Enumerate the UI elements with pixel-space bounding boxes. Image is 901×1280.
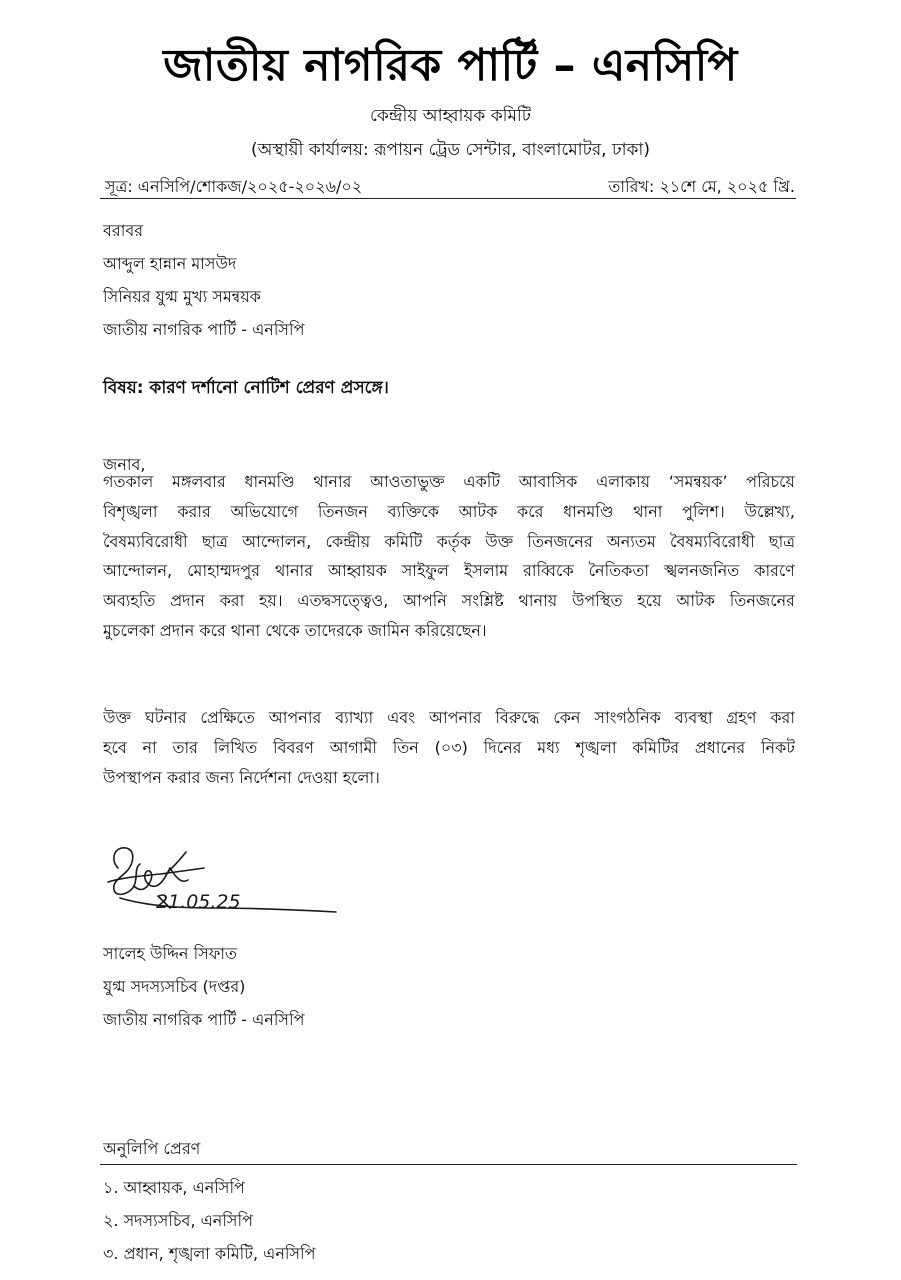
paragraph-line: হবে না তার লিখিত বিবরণ আগামী তিন (০৩) দিনের মধ্য শৃঙ্খলা কমিটির প্রধানের নিকট bbox=[103, 737, 795, 757]
copy-recipient: ১. আহ্বায়ক, এনসিপি bbox=[103, 1178, 245, 1197]
letterhead-office-address: (অস্থায়ী কার্যালয়: রূপায়ন ট্রেড সেন্টার, বাংলামোটর, ঢাকা) bbox=[251, 140, 650, 160]
body-paragraph-2 bbox=[103, 703, 795, 792]
recipient-to-label: বরাবর bbox=[103, 221, 144, 240]
recipient-name: আব্দুল হান্নান মাসউদ bbox=[103, 254, 237, 273]
paragraph-line: অব্যহতি প্রদান করা হয়। এতদ্বসত্ত্বেও, আপনি সংশ্লিষ্ট থানায় উপস্থিত হয়ে আটক তিনজনের bbox=[103, 591, 795, 611]
paragraph-line: বৈষম্যবিরোধী ছাত্র আন্দোলন, কেন্দ্রীয় কমিটি কর্তৃক উক্ত তিনজনের অন্যতম বৈষম্যবিরোধী ছাত্র bbox=[103, 531, 795, 551]
letter-date: তারিখ: ২১শে মে, ২০২৫ খ্রি. bbox=[608, 177, 795, 196]
paragraph-line: বিশৃঙ্খলা করার অভিযোগে তিনজন ব্যক্তিকে আটক করে ধানমণ্ডি থানা পুলিশ। উল্লেখ্য, bbox=[103, 501, 795, 521]
body-paragraph-1 bbox=[103, 467, 795, 646]
paragraph-line: গতকাল মঙ্গলবার ধানমণ্ডি থানার আওতাভুক্ত একটি আবাসিক এলাকায় ‘সমন্বয়ক’ পরিচয়ে bbox=[103, 472, 795, 491]
greeting: জনাব, bbox=[103, 455, 146, 474]
reference-number: সূত্র: এনসিপি/শোকজ/২০২৫-২০২৬/০২ bbox=[105, 177, 363, 196]
copy-recipient: ৩. প্রধান, শৃঙ্খলা কমিটি, এনসিপি bbox=[103, 1244, 316, 1263]
signatory-organization: জাতীয় নাগরিক পার্টি - এনসিপি bbox=[103, 1010, 305, 1029]
paragraph-line: উক্ত ঘটনার প্রেক্ষিতে আপনার ব্যাখ্যা এবং আপনার বিরুদ্ধে কেন সাংগঠনিক ব্যবস্থা গ্রহণ করা bbox=[103, 708, 795, 727]
copies-title: অনুলিপি প্রেরণ bbox=[103, 1139, 201, 1158]
paragraph-line: উপস্থাপন করার জন্য নির্দেশনা দেওয়া হলো। bbox=[103, 767, 380, 787]
recipient-organization: জাতীয় নাগরিক পার্টি - এনসিপি bbox=[103, 320, 305, 339]
signatory-name: সালেহ উদ্দিন সিফাত bbox=[103, 944, 238, 963]
copies-divider bbox=[100, 1164, 797, 1165]
letterhead-committee: কেন্দ্রীয় আহ্বায়ক কমিটি bbox=[369, 106, 532, 126]
header-divider bbox=[100, 198, 796, 199]
letterhead-party-name: জাতীয় নাগরিক পার্টি – এনসিপি bbox=[163, 40, 738, 91]
recipient-designation: সিনিয়র যুগ্ম মুখ্য সমন্বয়ক bbox=[103, 287, 261, 306]
copy-recipient: ২. সদস্যসচিব, এনসিপি bbox=[103, 1211, 253, 1230]
letter-subject: বিষয়: কারণ দর্শানো নোটিশ প্রেরণ প্রসঙ্গে। bbox=[103, 378, 389, 398]
paragraph-line: মুচলেকা প্রদান করে থানা থেকে তাদেরকে জামিন করিয়েছেন। bbox=[103, 620, 487, 640]
signature-date: 21.05.25 bbox=[156, 891, 241, 913]
handwritten-signature bbox=[100, 838, 340, 934]
paragraph-line: আন্দোলন, মোহাম্মদপুর থানার আহ্বায়ক সাইফুল ইসলাম রাব্বিকে নৈতিকতা স্খলনজনিত কারণে bbox=[103, 561, 795, 581]
signatory-designation: যুগ্ম সদস্যসচিব (দপ্তর) bbox=[103, 977, 246, 996]
